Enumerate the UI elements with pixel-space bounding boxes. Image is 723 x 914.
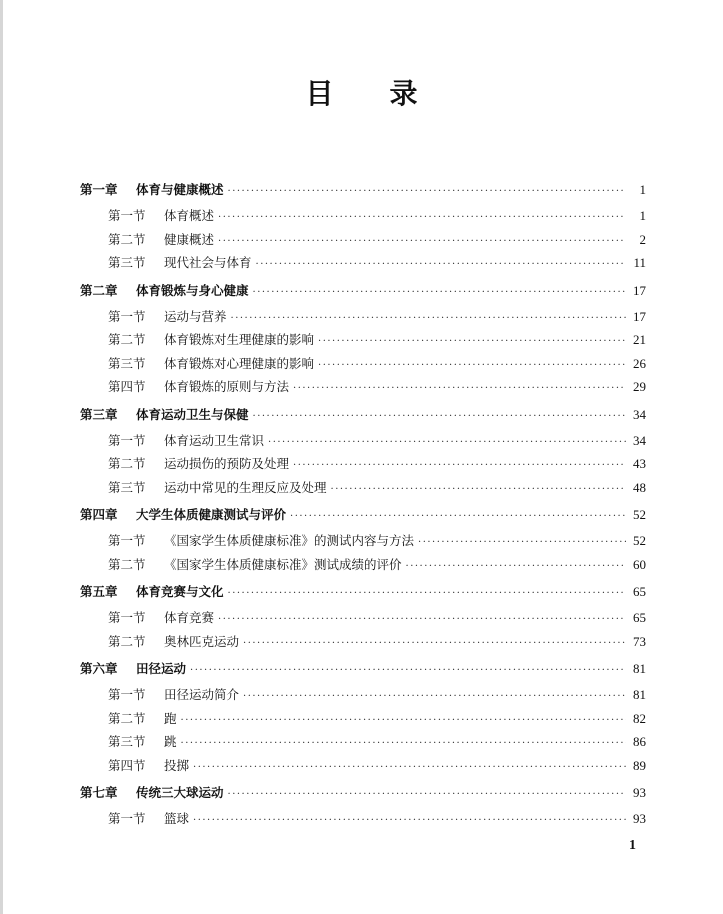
dot-leader: [228, 783, 626, 806]
toc-page-number: 17: [633, 282, 646, 298]
section-number: 第一节: [108, 208, 146, 223]
section-number: 第二节: [108, 556, 146, 572]
toc-chapter-row[interactable]: [80, 279, 646, 302]
section-number: 第一节: [108, 432, 146, 448]
toc-section-row[interactable]: [80, 754, 646, 778]
dot-leader: [243, 632, 626, 656]
section-title: 奥林匹克运动: [164, 633, 240, 649]
chapter-number: 第六章: [80, 661, 118, 676]
toc-section-row[interactable]: [80, 553, 646, 577]
section-number: 第二节: [108, 633, 146, 649]
chapter-number: 第二章: [80, 282, 118, 298]
toc-section-row[interactable]: [80, 529, 646, 553]
toc-section-row[interactable]: [80, 305, 646, 329]
section-number: 第三节: [108, 255, 146, 270]
toc-section-row[interactable]: [80, 228, 646, 252]
toc-page-number: 93: [633, 785, 646, 800]
toc-page-number: 11: [633, 255, 646, 270]
toc-page-number: 34: [633, 432, 646, 448]
dot-leader: [193, 756, 626, 780]
section-number: 第四节: [108, 757, 146, 773]
toc-page-number: 21: [633, 332, 646, 347]
toc-page-number: 43: [633, 456, 646, 471]
dot-leader: [290, 505, 626, 528]
dot-leader: [318, 354, 626, 378]
dot-leader: [293, 454, 626, 478]
section-number: 第一节: [108, 308, 146, 324]
section-title: 运动与营养: [164, 308, 227, 324]
dot-leader: [331, 478, 626, 502]
toc-page-number: 52: [633, 533, 646, 548]
toc-page-number: 2: [639, 231, 646, 247]
toc-section-row[interactable]: [80, 429, 646, 453]
chapter-title: 田径运动: [136, 661, 187, 676]
section-number: 第一节: [108, 811, 146, 826]
section-title: 跳: [164, 734, 177, 749]
section-title: 体育锻炼的原则与方法: [164, 379, 290, 394]
section-number: 第二节: [108, 332, 146, 347]
chapter-number: 第四章: [80, 507, 118, 522]
dot-leader: [293, 377, 626, 401]
toc-chapter-row[interactable]: [80, 657, 646, 680]
section-title: 运动损伤的预防及处理: [164, 456, 290, 471]
toc-section-row[interactable]: [80, 204, 646, 228]
section-title: 投掷: [164, 757, 190, 773]
toc-page-number: 34: [633, 406, 646, 422]
dot-leader: [193, 809, 626, 833]
section-title: 《国家学生体质健康标准》测试成绩的评价: [164, 556, 402, 572]
toc-page-number: 1: [639, 182, 646, 197]
dot-leader: [181, 732, 626, 756]
section-title: 篮球: [164, 811, 190, 826]
toc-section-row[interactable]: [80, 375, 646, 399]
toc-page-number: 17: [633, 308, 646, 324]
dot-leader: [181, 709, 626, 733]
section-title: 体育竞赛: [164, 610, 215, 625]
toc-page-number: 86: [633, 734, 646, 749]
dot-leader: [256, 253, 626, 277]
chapter-number: 第一章: [80, 182, 118, 197]
title-char-1: 目: [305, 77, 334, 110]
dot-leader: [218, 206, 626, 230]
toc-section-row[interactable]: [80, 630, 646, 654]
dot-leader: [253, 405, 626, 428]
section-title: 运动中常见的生理反应及处理: [164, 479, 327, 495]
toc-page-number: 81: [633, 687, 646, 702]
dot-leader: [406, 555, 626, 579]
section-number: 第二节: [108, 456, 146, 471]
toc-page-number: 82: [633, 710, 646, 726]
toc-page-number: 52: [633, 507, 646, 522]
dot-leader: [253, 281, 626, 304]
toc-section-row[interactable]: [80, 476, 646, 500]
section-number: 第三节: [108, 355, 146, 371]
section-title: 跑: [164, 710, 177, 726]
dot-leader: [318, 330, 626, 354]
page-title: [0, 72, 723, 112]
chapter-number: 第三章: [80, 406, 118, 422]
toc-page-number: 73: [633, 633, 646, 649]
chapter-number: 第七章: [80, 785, 118, 800]
section-title: 田径运动简介: [164, 687, 240, 702]
dot-leader: [218, 608, 626, 632]
toc-page-number: 81: [633, 661, 646, 676]
section-title: 体育锻炼对生理健康的影响: [164, 332, 315, 347]
section-number: 第一节: [108, 533, 146, 548]
section-number: 第三节: [108, 479, 146, 495]
toc-page-number: 1: [639, 208, 646, 223]
toc-section-row[interactable]: [80, 807, 646, 831]
toc-section-row[interactable]: [80, 683, 646, 707]
section-number: 第一节: [108, 687, 146, 702]
toc-chapter-row[interactable]: [80, 580, 646, 603]
section-number: 第四节: [108, 379, 146, 394]
dot-leader: [268, 431, 626, 455]
toc-page-number: 26: [633, 355, 646, 371]
section-number: 第二节: [108, 231, 146, 247]
section-title: 体育运动卫生常识: [164, 432, 265, 448]
section-title: 现代社会与体育: [164, 255, 252, 270]
section-title: 体育概述: [164, 208, 215, 223]
toc-chapter-row[interactable]: [80, 403, 646, 426]
dot-leader: [231, 307, 626, 331]
section-title: 《国家学生体质健康标准》的测试内容与方法: [164, 533, 415, 548]
table-of-contents: [80, 178, 646, 831]
toc-chapter-row[interactable]: [80, 781, 646, 804]
toc-page-number: 65: [633, 584, 646, 599]
page-number: 1: [629, 838, 636, 853]
section-number: 第一节: [108, 610, 146, 625]
section-title: 体育锻炼对心理健康的影响: [164, 355, 315, 371]
section-number: 第三节: [108, 734, 146, 749]
chapter-title: 体育运动卫生与保健: [136, 406, 249, 422]
toc-section-row[interactable]: [80, 606, 646, 630]
toc-page-number: 65: [633, 610, 646, 625]
toc-section-row[interactable]: [80, 251, 646, 275]
toc-chapter-row[interactable]: [80, 178, 646, 201]
chapter-title: 体育锻炼与身心健康: [136, 282, 249, 298]
dot-leader: [190, 659, 626, 682]
chapter-title: 体育与健康概述: [136, 182, 224, 197]
toc-section-row[interactable]: [80, 328, 646, 352]
section-title: 健康概述: [164, 231, 215, 247]
title-char-2: 录: [389, 77, 418, 110]
toc-page-number: 89: [633, 757, 646, 773]
toc-chapter-row[interactable]: [80, 503, 646, 526]
chapter-title: 体育竞赛与文化: [136, 584, 224, 599]
page-edge: [0, 0, 3, 914]
section-number: 第二节: [108, 710, 146, 726]
toc-page-number: 93: [633, 811, 646, 826]
chapter-title: 大学生体质健康测试与评价: [136, 507, 287, 522]
toc-section-row[interactable]: [80, 730, 646, 754]
toc-section-row[interactable]: [80, 707, 646, 731]
toc-page-number: 60: [633, 556, 646, 572]
dot-leader: [228, 582, 626, 605]
chapter-title: 传统三大球运动: [136, 785, 224, 800]
dot-leader: [218, 230, 626, 254]
dot-leader: [228, 180, 626, 203]
toc-section-row[interactable]: [80, 352, 646, 376]
dot-leader: [418, 531, 626, 555]
toc-page-number: 29: [633, 379, 646, 394]
toc-page-number: 48: [633, 479, 646, 495]
dot-leader: [243, 685, 626, 709]
chapter-number: 第五章: [80, 584, 118, 599]
toc-section-row[interactable]: [80, 452, 646, 476]
